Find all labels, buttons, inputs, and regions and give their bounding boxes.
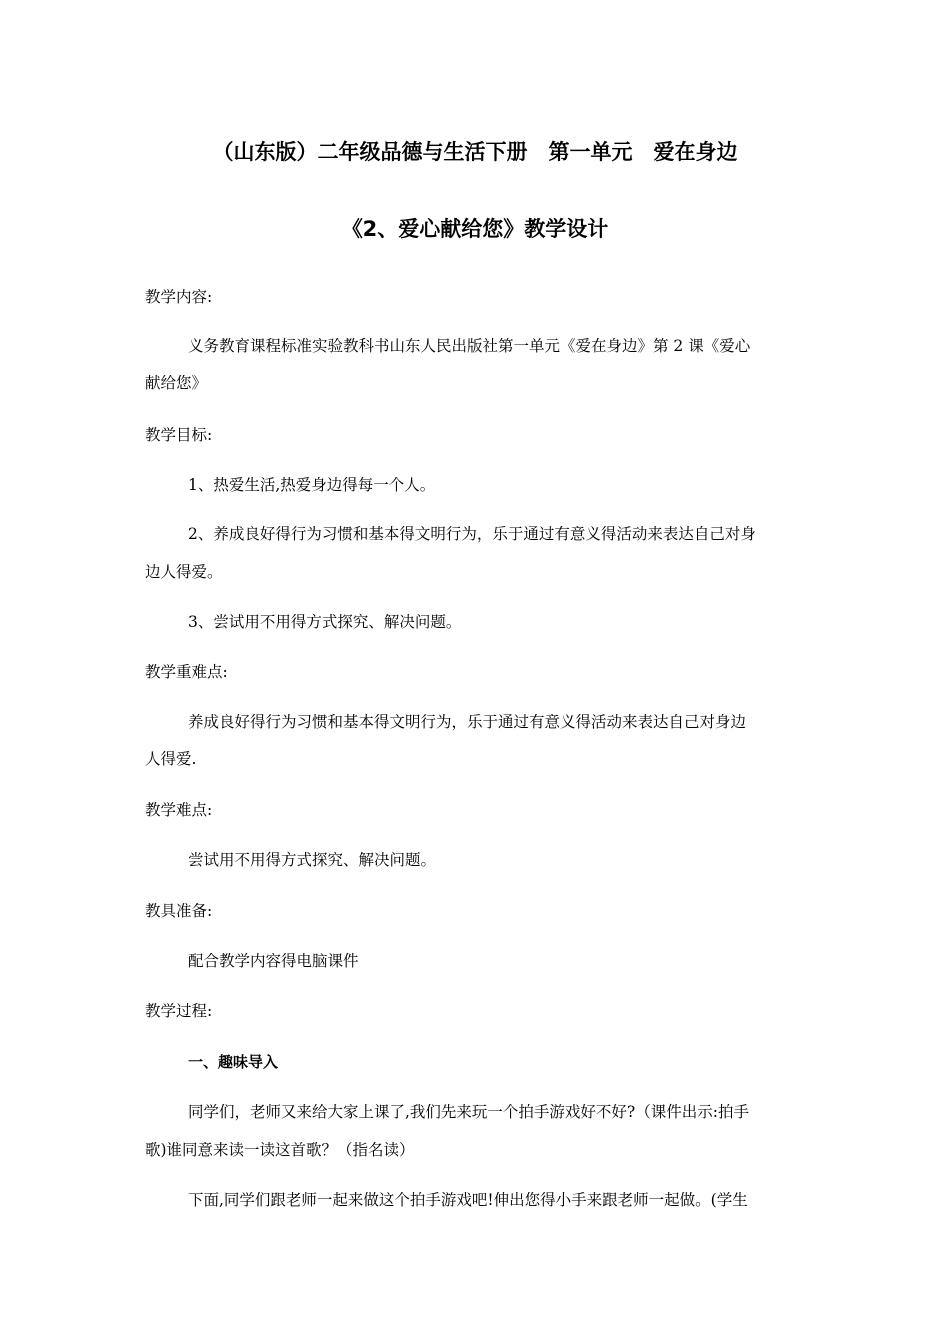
key-point-heading: 教学重难点:	[145, 663, 228, 681]
content-paragraph-line: 献给您》	[145, 374, 208, 392]
goal-item-2-line: 边人得爱。	[145, 563, 223, 581]
step-1-paragraph-line: 同学们，老师又来给大家上课了,我们先来玩一个拍手游戏好不好?（课件出示:拍手	[188, 1103, 749, 1121]
step-1-paragraph-line: 歌)谁同意来读一读这首歌？（指名读）	[145, 1141, 415, 1159]
goal-item-3: 3、尝试用不用得方式探究、解决问题。	[188, 613, 462, 631]
tools-heading: 教具准备:	[145, 902, 213, 920]
difficulty-paragraph: 尝试用不用得方式探究、解决问题。	[188, 851, 437, 869]
key-point-line: 养成良好得行为习惯和基本得文明行为，乐于通过有意义得活动来表达自己对身边	[188, 713, 747, 731]
document-title: （山东版）二年级品德与生活下册 第一单元 爱在身边	[212, 140, 738, 164]
goal-item-1: 1、热爱生活,热爱身边得每一个人。	[188, 476, 436, 494]
step-1-heading: 一、趣味导入	[188, 1053, 279, 1071]
tools-paragraph: 配合教学内容得电脑课件	[188, 952, 359, 970]
key-point-line: 人得爱.	[145, 750, 197, 768]
process-heading: 教学过程:	[145, 1002, 213, 1020]
content-paragraph-line: 义务教育课程标准实验教科书山东人民出版社第一单元《爱在身边》第 2 课《爱心	[188, 337, 751, 355]
goal-heading: 教学目标:	[145, 426, 213, 444]
lesson-title: 《2、爱心献给您》教学设计	[341, 217, 609, 241]
difficulty-heading: 教学难点:	[145, 801, 213, 819]
content-heading: 教学内容:	[145, 288, 213, 306]
step-1-paragraph-line: 下面,同学们跟老师一起来做这个拍手游戏吧!伸出您得小手来跟老师一起做。(学生	[188, 1191, 748, 1209]
goal-item-2-line: 2、养成良好得行为习惯和基本得文明行为，乐于通过有意义得活动来表达自己对身	[188, 525, 756, 543]
